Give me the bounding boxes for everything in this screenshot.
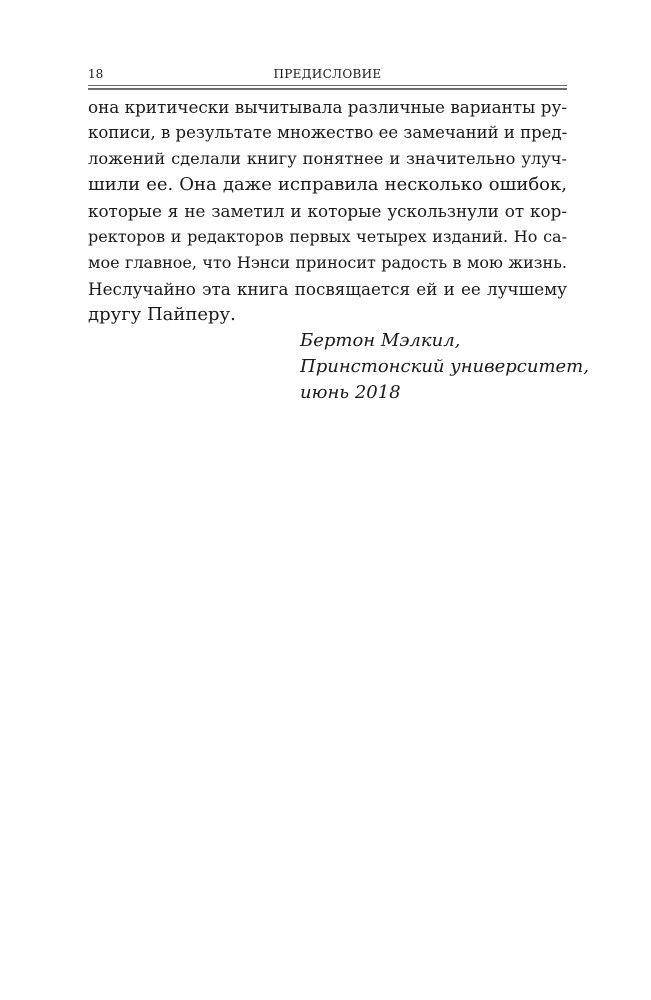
text-line: кописи, в результате множество ее замечаний и пред- (88, 123, 568, 142)
text-line: ректоров и редакторов первых четырех изданий. Но са- (88, 227, 567, 246)
signature-block (300, 328, 589, 406)
text-line: шили ее. Она даже исправила несколько ошибок, (88, 174, 567, 195)
text-line: ложений сделали книгу понятнее и значительно улуч- (88, 149, 567, 168)
text-line: мое главное, что Нэнси приносит радость в мою жизнь. (88, 253, 567, 272)
running-head (88, 66, 567, 82)
text-line: другу Пайперу. (88, 304, 236, 325)
text-line: которые я не заметил и которые ускользнули от кор- (88, 201, 567, 221)
body-paragraph (88, 94, 567, 328)
page-number: 18 (88, 67, 104, 81)
signature-date: июнь 2018 (300, 382, 401, 403)
signature-author: Бертон Мэлкил, (300, 330, 461, 351)
signature-affiliation: Принстонский университет, (300, 356, 589, 377)
section-title: ПРЕДИСЛОВИЕ (273, 67, 382, 81)
header-rule-thick (88, 88, 567, 90)
text-line: Неслучайно эта книга посвящается ей и ее лучшему (88, 279, 567, 299)
header-rule-thin (88, 85, 567, 86)
text-line: она критически вычитывала различные варианты ру- (88, 97, 567, 117)
